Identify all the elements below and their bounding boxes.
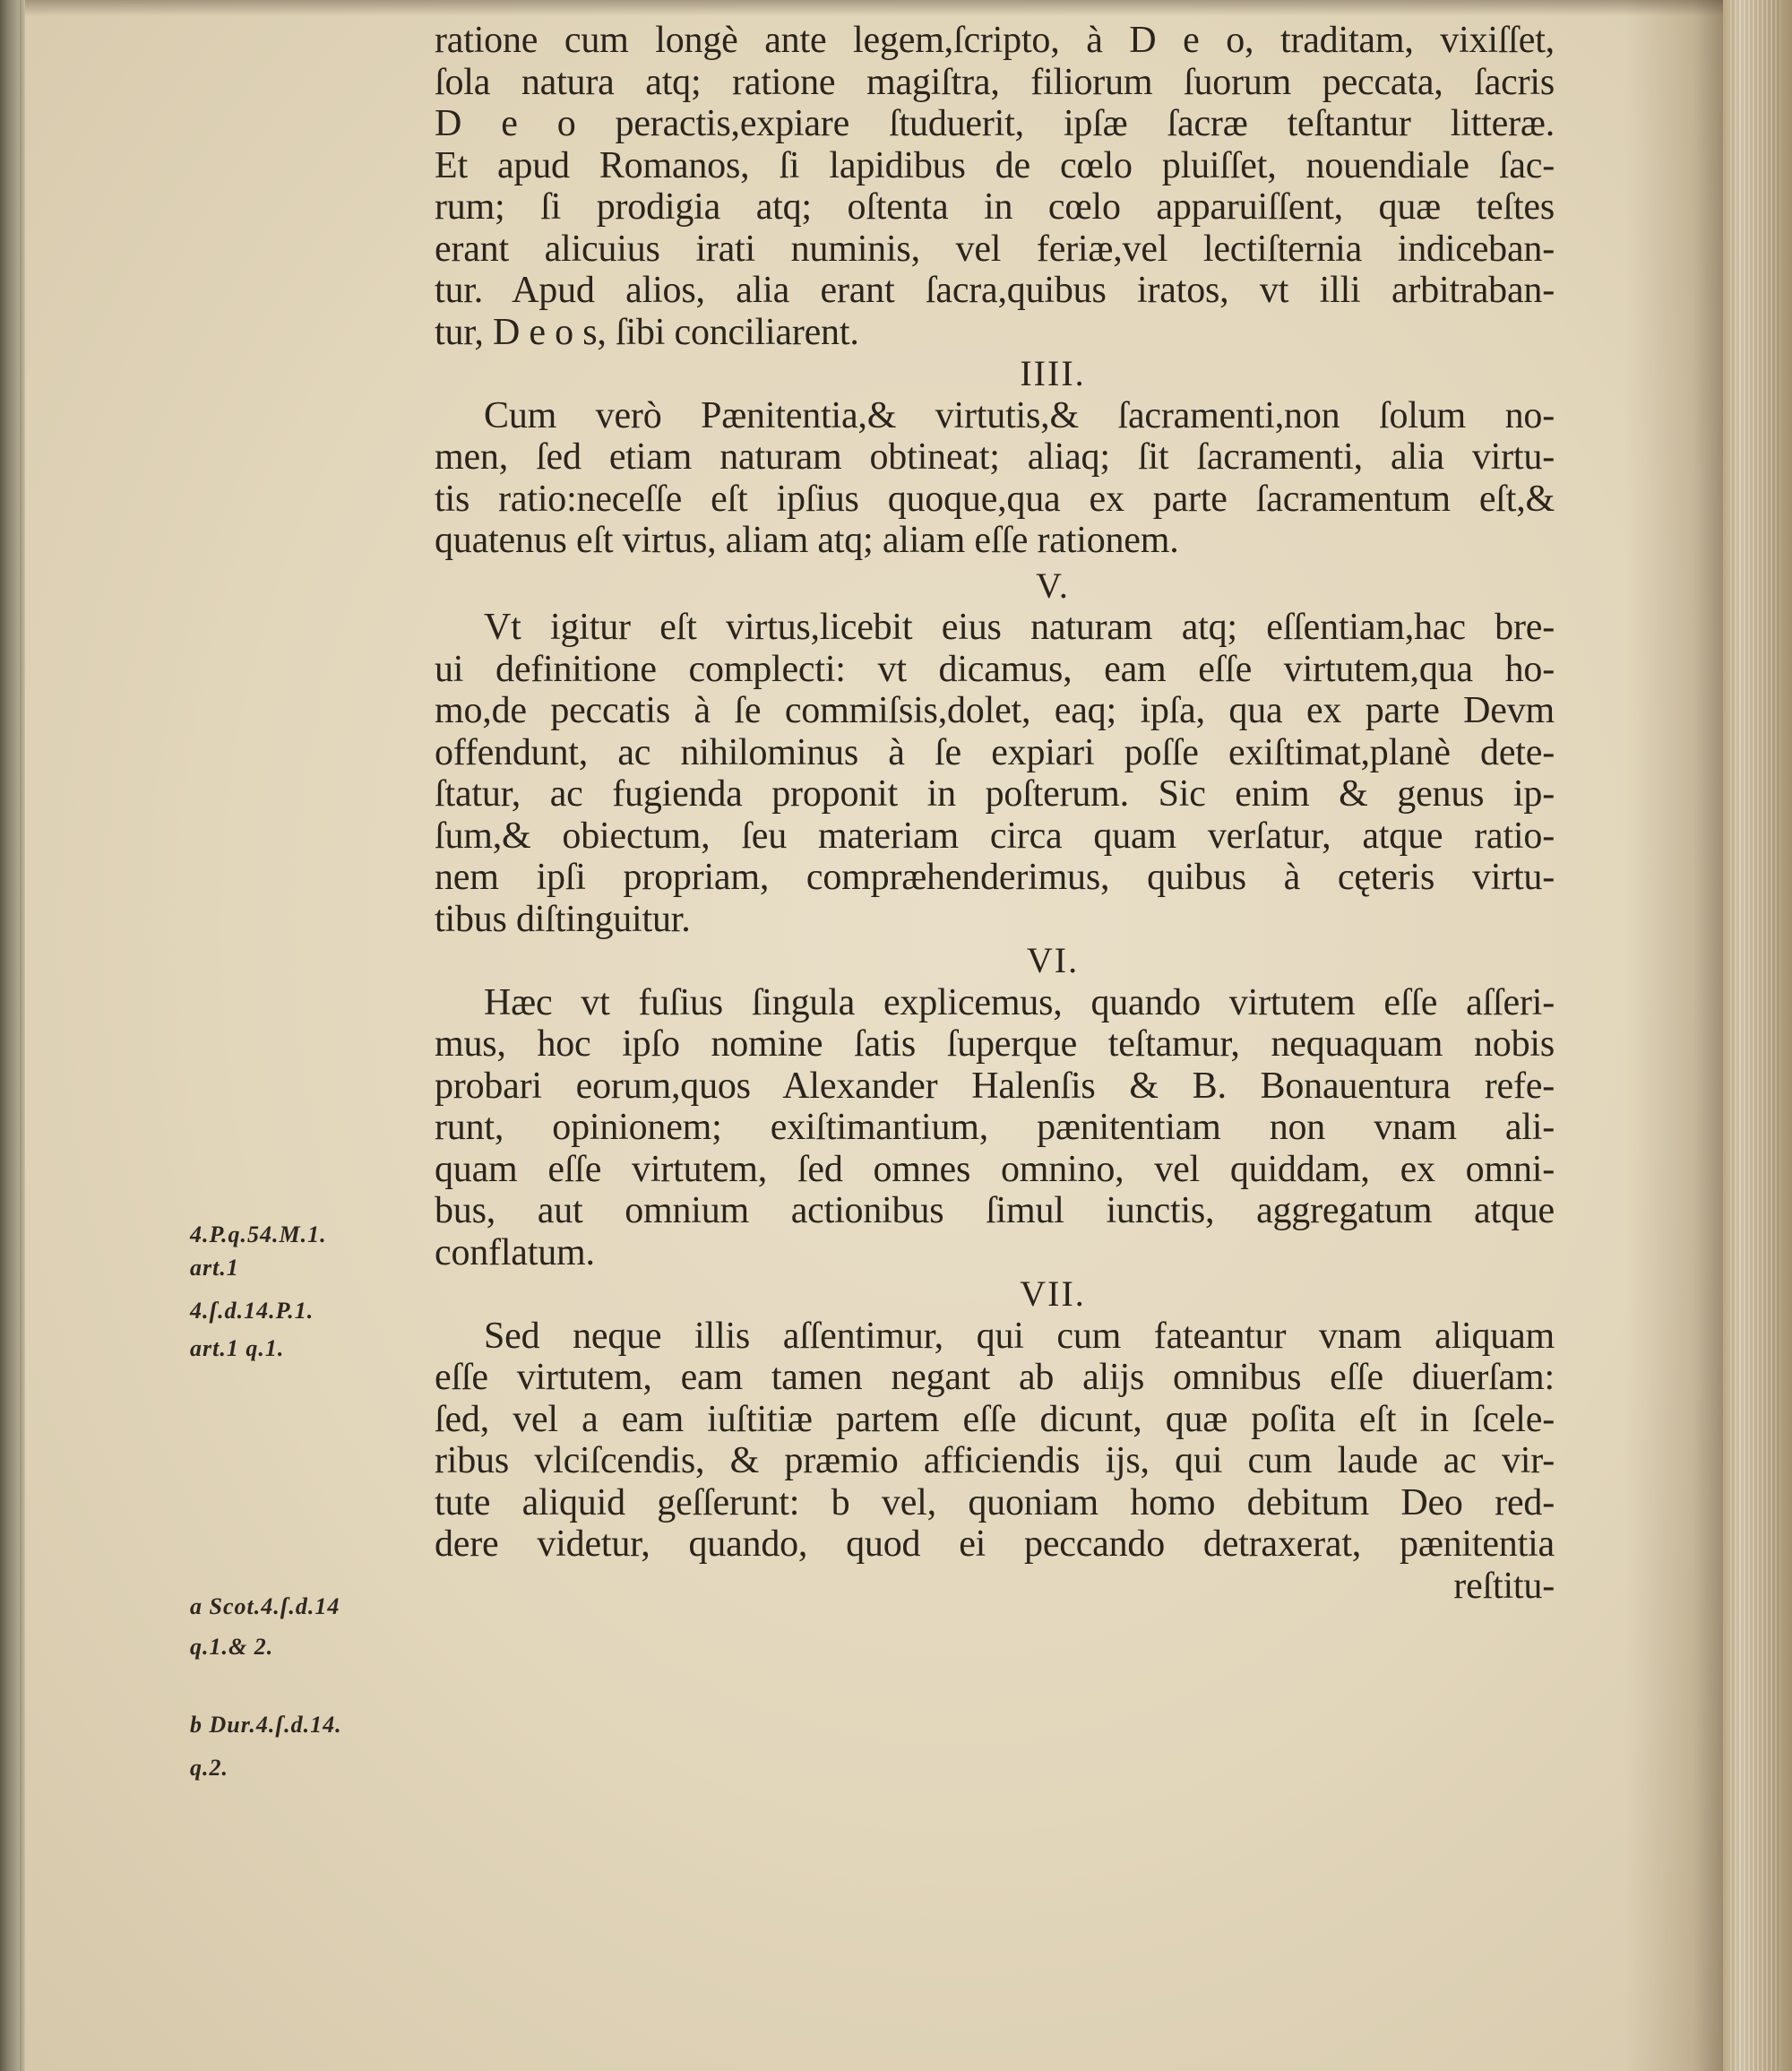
text-line: ui definitione complecti: vt dicamus, eam eſſe virtutem,qua ho- xyxy=(435,648,1555,690)
margin-note: art.1 xyxy=(190,1255,239,1281)
text-line: mo,de peccatis à ſe commiſsis,dolet, eaq; ipſa, qua ex parte Devm xyxy=(435,690,1555,731)
text-line: Cum verò Pænitentia,& virtutis,& ſacramenti,non ſolum no- xyxy=(484,394,1555,436)
text-line: ribus vlciſcendis, & præmio afficiendis ijs, qui cum laude ac vir- xyxy=(435,1440,1555,1481)
text-line: ſola natura atq; ratione magiſtra, filiorum ſuorum peccata, ſacris xyxy=(435,61,1555,103)
margin-note: art.1 q.1. xyxy=(190,1335,285,1361)
text-line: bus, aut omnium actionibus ſimul iunctis, aggregatum atque xyxy=(435,1190,1555,1231)
text-line: tur, D e o s, ſibi conciliarent. xyxy=(435,311,859,353)
text-line: nem ipſi propriam, compræhenderimus, quibus à cęteris virtu- xyxy=(435,857,1555,898)
margin-note: 4.ſ.d.14.P.1. xyxy=(190,1298,314,1324)
text-line: dere videtur, quando, quod ei peccando detraxerat, pænitentia xyxy=(435,1523,1555,1565)
text-line: quam eſſe virtutem, ſed omnes omnino, vel quiddam, ex omni- xyxy=(435,1148,1555,1190)
text-line: ſtatur, ac fugienda proponit in poſterum. Sic enim & genus ip- xyxy=(435,773,1555,815)
text-line: men, ſed etiam naturam obtineat; aliaq; ſit ſacramenti, alia virtu- xyxy=(435,436,1555,478)
text-line: conflatum. xyxy=(435,1231,595,1273)
text-line: ratione cum longè ante legem,ſcripto, à D e o, traditam, vixiſſet, xyxy=(435,20,1555,61)
text-line: Sed neque illis aſſentimur, qui cum fateantur vnam aliquam xyxy=(484,1315,1555,1357)
margin-note: 4.P.q.54.M.1. xyxy=(190,1221,327,1247)
text-line: runt, opinionem; exiſtimantium, pænitentiam non vnam ali- xyxy=(435,1107,1555,1148)
section-numeral: VI. xyxy=(1026,940,1080,980)
catchword: reſtitu- xyxy=(1453,1565,1555,1607)
text-line: tur. Apud alios, alia erant ſacra,quibus iratos, vt illi arbitraban- xyxy=(435,270,1555,311)
book-fore-edge-right xyxy=(1723,0,1792,2071)
book-binding-left xyxy=(0,0,25,2071)
text-line: Hæc vt fuſius ſingula explicemus, quando virtutem eſſe aſſeri- xyxy=(484,981,1555,1023)
section-numeral: IIII. xyxy=(1020,353,1086,393)
section-numeral: VII. xyxy=(1020,1273,1086,1314)
text-line: mus, hoc ipſo nomine ſatis ſuperque teſtamur, nequaquam nobis xyxy=(435,1023,1555,1065)
text-line: probari eorum,quos Alexander Halenſis & B. Bonauentura refe- xyxy=(435,1065,1555,1107)
page-gutter-shadow xyxy=(1624,0,1723,2071)
text-line: erant alicuius irati numinis, vel feriæ,vel lectiſternia indiceban- xyxy=(435,228,1555,270)
text-line: ſed, vel a eam iuſtitiæ partem eſſe dicunt, quæ poſita eſt in ſcele- xyxy=(435,1398,1555,1440)
text-line: tute aliquid geſſerunt: b vel, quoniam homo debitum Deo red- xyxy=(435,1481,1555,1523)
main-text-block xyxy=(435,20,1555,1607)
margin-note: q.2. xyxy=(190,1755,228,1781)
margin-note: a Scot.4.ſ.d.14 xyxy=(190,1593,340,1619)
text-line: tibus diſtinguitur. xyxy=(435,898,691,940)
margin-note: q.1.& 2. xyxy=(190,1634,274,1660)
text-line: ſum,& obiectum, ſeu materiam circa quam verſatur, atque ratio- xyxy=(435,815,1555,857)
text-line: Vt igitur eſt virtus,licebit eius naturam atq; eſſentiam,hac bre- xyxy=(484,607,1555,648)
margin-note: b Dur.4.ſ.d.14. xyxy=(190,1712,342,1738)
text-line: Et apud Romanos, ſi lapidibus de cœlo pluiſſet, nouendiale ſac- xyxy=(435,144,1555,186)
text-line: D e o peractis,expiare ſtuduerit, ipſæ ſacræ teſtantur litteræ. xyxy=(435,103,1555,144)
text-line: rum; ſi prodigia atq; oſtenta in cœlo apparuiſſent, quæ teſtes xyxy=(435,186,1555,228)
text-line: offendunt, ac nihilominus à ſe expiari poſſe exiſtimat,planè dete- xyxy=(435,731,1555,773)
text-line: quatenus eſt virtus, aliam atq; aliam eſſe rationem. xyxy=(435,520,1179,561)
section-numeral: V. xyxy=(1036,565,1070,606)
text-line: eſſe virtutem, eam tamen negant ab alijs omnibus eſſe diuerſam: xyxy=(435,1357,1555,1398)
text-line: tis ratio:neceſſe eſt ipſius quoque,qua ex parte ſacramentum eſt,& xyxy=(435,478,1555,520)
